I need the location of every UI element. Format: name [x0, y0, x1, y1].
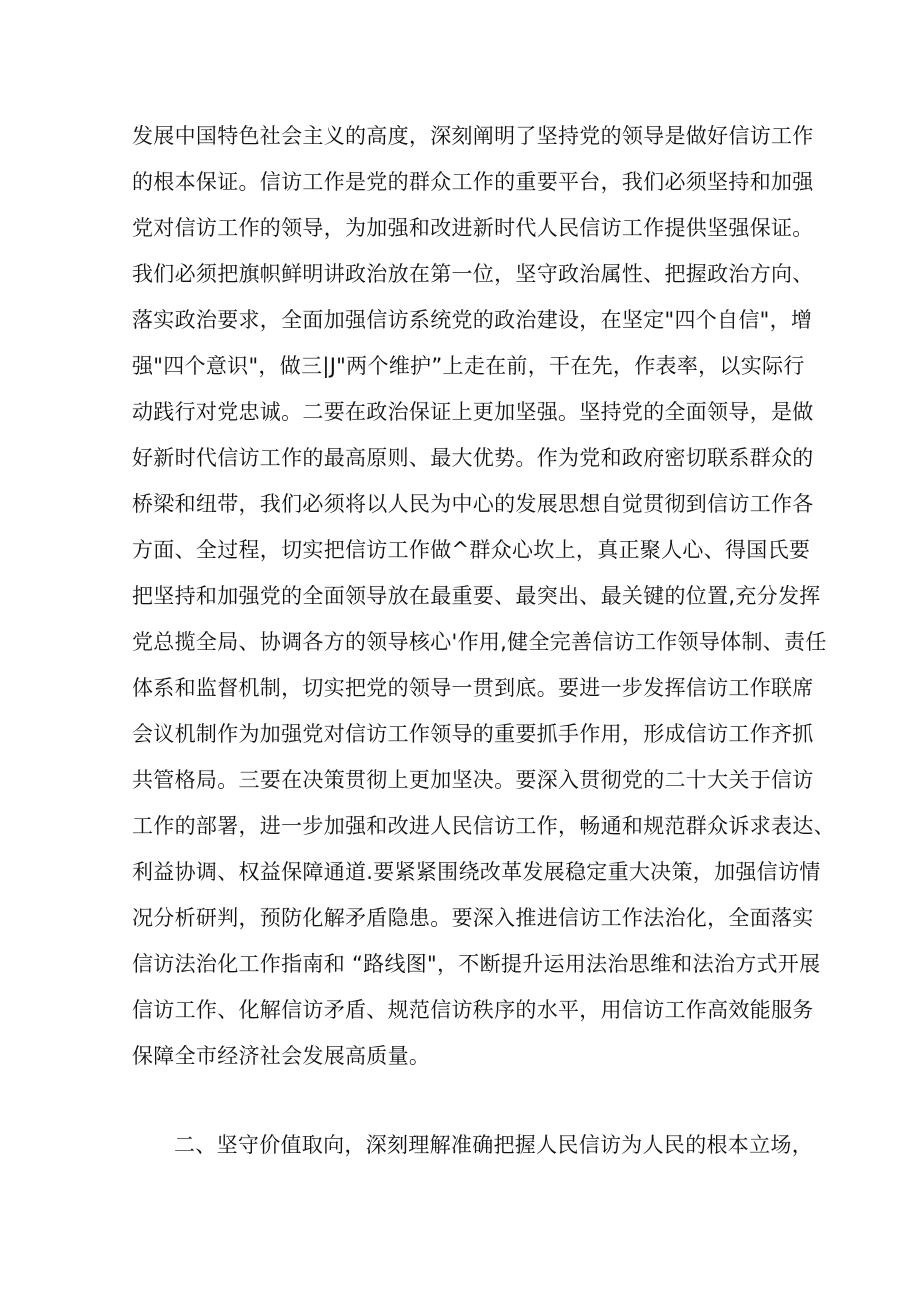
text-line: 工作的部署，进一步加强和改进人民信访工作，畅通和规范群众诉求表达、: [132, 814, 835, 838]
text-line: 发展中国特色社会主义的高度，深刻阐明了坚持党的领导是做好信访工作: [132, 124, 814, 148]
text-line: 会议机制作为加强党对信访工作领导的重要抓手作用，形成信访工作齐抓: [132, 722, 814, 746]
text-line: 利益协调、权益保障通道.要紧紧围绕改革发展稳定重大决策，加强信访情: [132, 860, 821, 884]
text-line: 把坚持和加强党的全面领导放在最重要、最突出、最关键的位置,充分发挥: [132, 584, 821, 608]
text-line: 桥梁和纽带，我们必须将以人民为中心的发展思想自觉贯彻到信访工作各: [132, 492, 814, 516]
text-line: 信访工作、化解信访矛盾、规范信访秩序的水平，用信访工作高效能服务: [132, 998, 814, 1022]
text-line: 共管格局。三要在决策贯彻上更加坚决。要深入贯彻党的二十大关于信访: [132, 768, 814, 792]
text-line: 我们必须把旗帜鲜明讲政治放在第一位，坚守政治属性、把握政治方向、: [132, 262, 814, 286]
text-line: 落实政治要求，全面加强信访系统党的政治建设，在坚定"四个自信"，增: [132, 308, 813, 332]
text-line: 动践行对党忠诚。二要在政治保证上更加坚强。坚持党的全面领导，是做: [132, 400, 814, 424]
text-line: 好新时代信访工作的最高原则、最大优势。作为党和政府密切联系群众的: [132, 446, 814, 470]
text-line: 况分析研判，预防化解矛盾隐患。要深入推进信访工作法治化，全面落实: [132, 906, 814, 930]
text-line: 的根本保证。信访工作是党的群众工作的重要平台，我们必须坚持和加强: [132, 170, 814, 194]
text-line: 保障全市经济社会发展高质量。: [132, 1044, 431, 1068]
text-line: 信访法治化工作指南和 “路线图"，不断提升运用法治思维和法治方式开展: [132, 952, 821, 976]
text-line: 强"四个意识"，做三|J"两个维护”上走在前，干在先，作表率，以实际行: [132, 354, 805, 378]
text-line: 方面、全过程，切实把信访工作做^群众心坎上，真正聚人心、得国氏要: [132, 538, 811, 562]
paragraph-1: [132, 113, 835, 1079]
text-line: 党总揽全局、协调各方的领导核心'作用,健全完善信访工作领导体制、责任: [132, 630, 827, 654]
paragraph-2-heading: 二、坚守价值取向，深刻理解准确把握人民信访为人民的根本立场，: [174, 1133, 813, 1157]
text-line: 体系和监督机制，切实把党的领导一贯到底。要进一步发挥信访工作联席: [132, 676, 814, 700]
text-line: 党对信访工作的领导，为加强和改进新时代人民信访工作提供坚强保证。: [132, 216, 814, 240]
